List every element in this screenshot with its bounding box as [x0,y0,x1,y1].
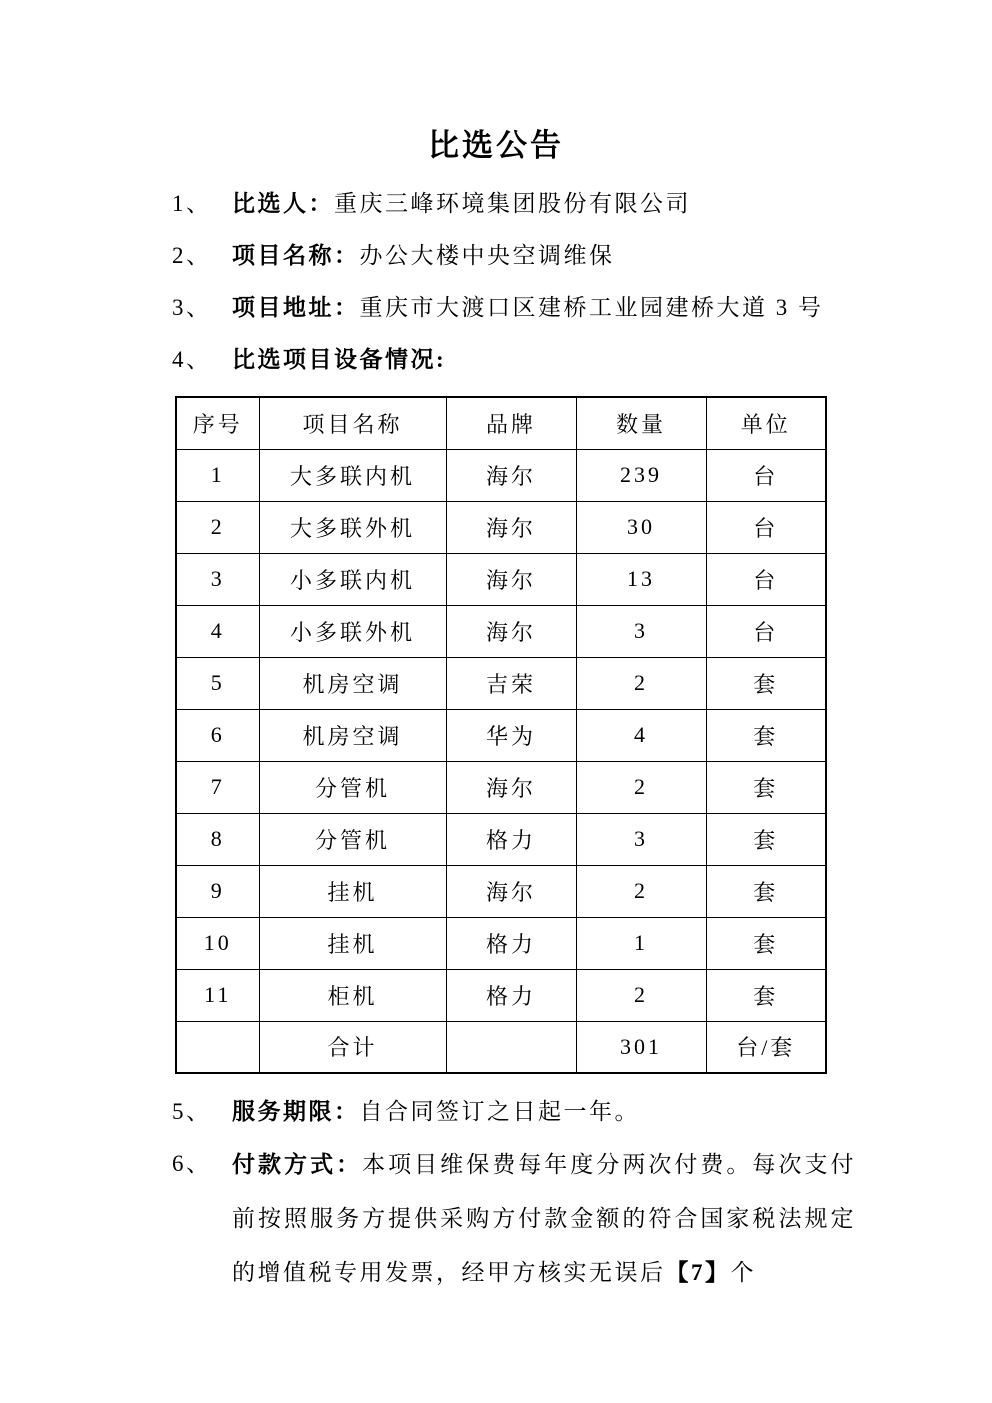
list-item-6 [136,1138,856,1300]
list-item-number: 3、 [172,295,212,320]
cell-item-name: 小多联内机 [259,553,446,605]
table-row [176,761,826,813]
cell-index: 4 [176,605,259,657]
table-row [176,449,826,501]
cell-item-name: 机房空调 [259,709,446,761]
list-item-text [232,1138,856,1300]
cell-quantity: 30 [576,501,706,553]
document-title: 比选公告 [428,128,564,163]
cell-index: 8 [176,813,259,865]
list-item-2 [136,230,856,282]
cell-index [176,1021,259,1073]
col-header-brand: 品牌 [446,397,576,449]
cell-unit: 套 [706,657,826,709]
cell-total-unit: 台/套 [706,1021,826,1073]
cell-quantity: 1 [576,917,706,969]
field-label: 项目地址： [232,295,360,320]
cell-quantity: 2 [576,761,706,813]
table-row [176,865,826,917]
cell-index: 7 [176,761,259,813]
cell-total-quantity: 301 [576,1021,706,1073]
cell-item-name: 挂机 [259,917,446,969]
field-value: 重庆三峰环境集团股份有限公司 [334,191,691,216]
field-value: 重庆市大渡口区建桥工业园建桥大道 3 号 [359,295,824,320]
field-label: 付款方式： [232,1152,363,1177]
list-item-number: 1、 [172,191,212,216]
bracketed-number: 【7】 [665,1260,731,1285]
cell-quantity: 239 [576,449,706,501]
cell-quantity: 2 [576,865,706,917]
cell-index: 9 [176,865,259,917]
cell-brand: 海尔 [446,553,576,605]
cell-unit: 台 [706,553,826,605]
cell-index: 2 [176,501,259,553]
cell-brand: 海尔 [446,865,576,917]
cell-item-name: 小多联外机 [259,605,446,657]
col-header-quantity: 数量 [576,397,706,449]
cell-quantity: 4 [576,709,706,761]
field-value: 办公大楼中央空调维保 [359,243,615,268]
cell-item-name: 机房空调 [259,657,446,709]
cell-item-name: 柜机 [259,969,446,1021]
col-header-item-name: 项目名称 [259,397,446,449]
field-value: 自合同签订之日起一年。 [359,1099,640,1124]
table-row [176,605,826,657]
cell-brand: 海尔 [446,449,576,501]
field-value: 本项目维保费每年度分两次付费。每次支付前按照服务方提供采购方付款金额的符合国家税法规定的增值税专用发票，经甲方核实无误后 [232,1152,857,1285]
cell-quantity: 3 [576,605,706,657]
cell-item-name: 分管机 [259,813,446,865]
list-item-5 [136,1086,856,1138]
table-row [176,969,826,1021]
list-item-1 [136,178,856,230]
cell-brand: 格力 [446,917,576,969]
cell-item-name: 挂机 [259,865,446,917]
col-header-index: 序号 [176,397,259,449]
cell-index: 5 [176,657,259,709]
cell-unit: 套 [706,969,826,1021]
cell-unit: 套 [706,813,826,865]
cell-item-name: 分管机 [259,761,446,813]
cell-total-label: 合计 [259,1021,446,1073]
table-row [176,917,826,969]
cell-index: 1 [176,449,259,501]
cell-brand: 华为 [446,709,576,761]
cell-unit: 台 [706,501,826,553]
cell-brand [446,1021,576,1073]
list-item-text [232,334,856,386]
cell-unit: 台 [706,449,826,501]
table-total-row [176,1021,826,1073]
list-item-number: 6、 [172,1151,212,1176]
cell-brand: 海尔 [446,605,576,657]
cell-item-name: 大多联内机 [259,449,446,501]
cell-quantity: 2 [576,657,706,709]
field-label: 比选项目设备情况: [232,347,447,372]
cell-index: 10 [176,917,259,969]
table-row [176,813,826,865]
cell-unit: 套 [706,917,826,969]
cell-quantity: 3 [576,813,706,865]
cell-index: 3 [176,553,259,605]
field-label: 项目名称： [232,243,360,268]
cell-index: 6 [176,709,259,761]
cell-unit: 台 [706,605,826,657]
list-item-number: 4、 [172,347,212,372]
field-label: 比选人： [232,191,334,216]
cell-brand: 格力 [446,969,576,1021]
table-header-row [176,397,826,449]
list-item-text [232,178,856,230]
table-row [176,501,826,553]
table-row [176,709,826,761]
field-value-tail: 个 [730,1260,756,1285]
cell-brand: 格力 [446,813,576,865]
list-item-4 [136,334,856,386]
table-row [176,553,826,605]
list-item-text [232,1086,856,1138]
cell-brand: 海尔 [446,501,576,553]
cell-brand: 吉荣 [446,657,576,709]
table-row [176,657,826,709]
cell-brand: 海尔 [446,761,576,813]
cell-item-name: 大多联外机 [259,501,446,553]
cell-unit: 套 [706,709,826,761]
field-label: 服务期限： [232,1099,360,1124]
list-item-text [232,230,856,282]
cell-index: 11 [176,969,259,1021]
list-item-text [232,282,856,334]
cell-unit: 套 [706,865,826,917]
col-header-unit: 单位 [706,397,826,449]
equipment-table [175,396,827,1074]
list-item-number: 5、 [172,1099,212,1124]
list-item-number: 2、 [172,243,212,268]
list-item-3 [136,282,856,334]
cell-quantity: 2 [576,969,706,1021]
cell-quantity: 13 [576,553,706,605]
cell-unit: 套 [706,761,826,813]
